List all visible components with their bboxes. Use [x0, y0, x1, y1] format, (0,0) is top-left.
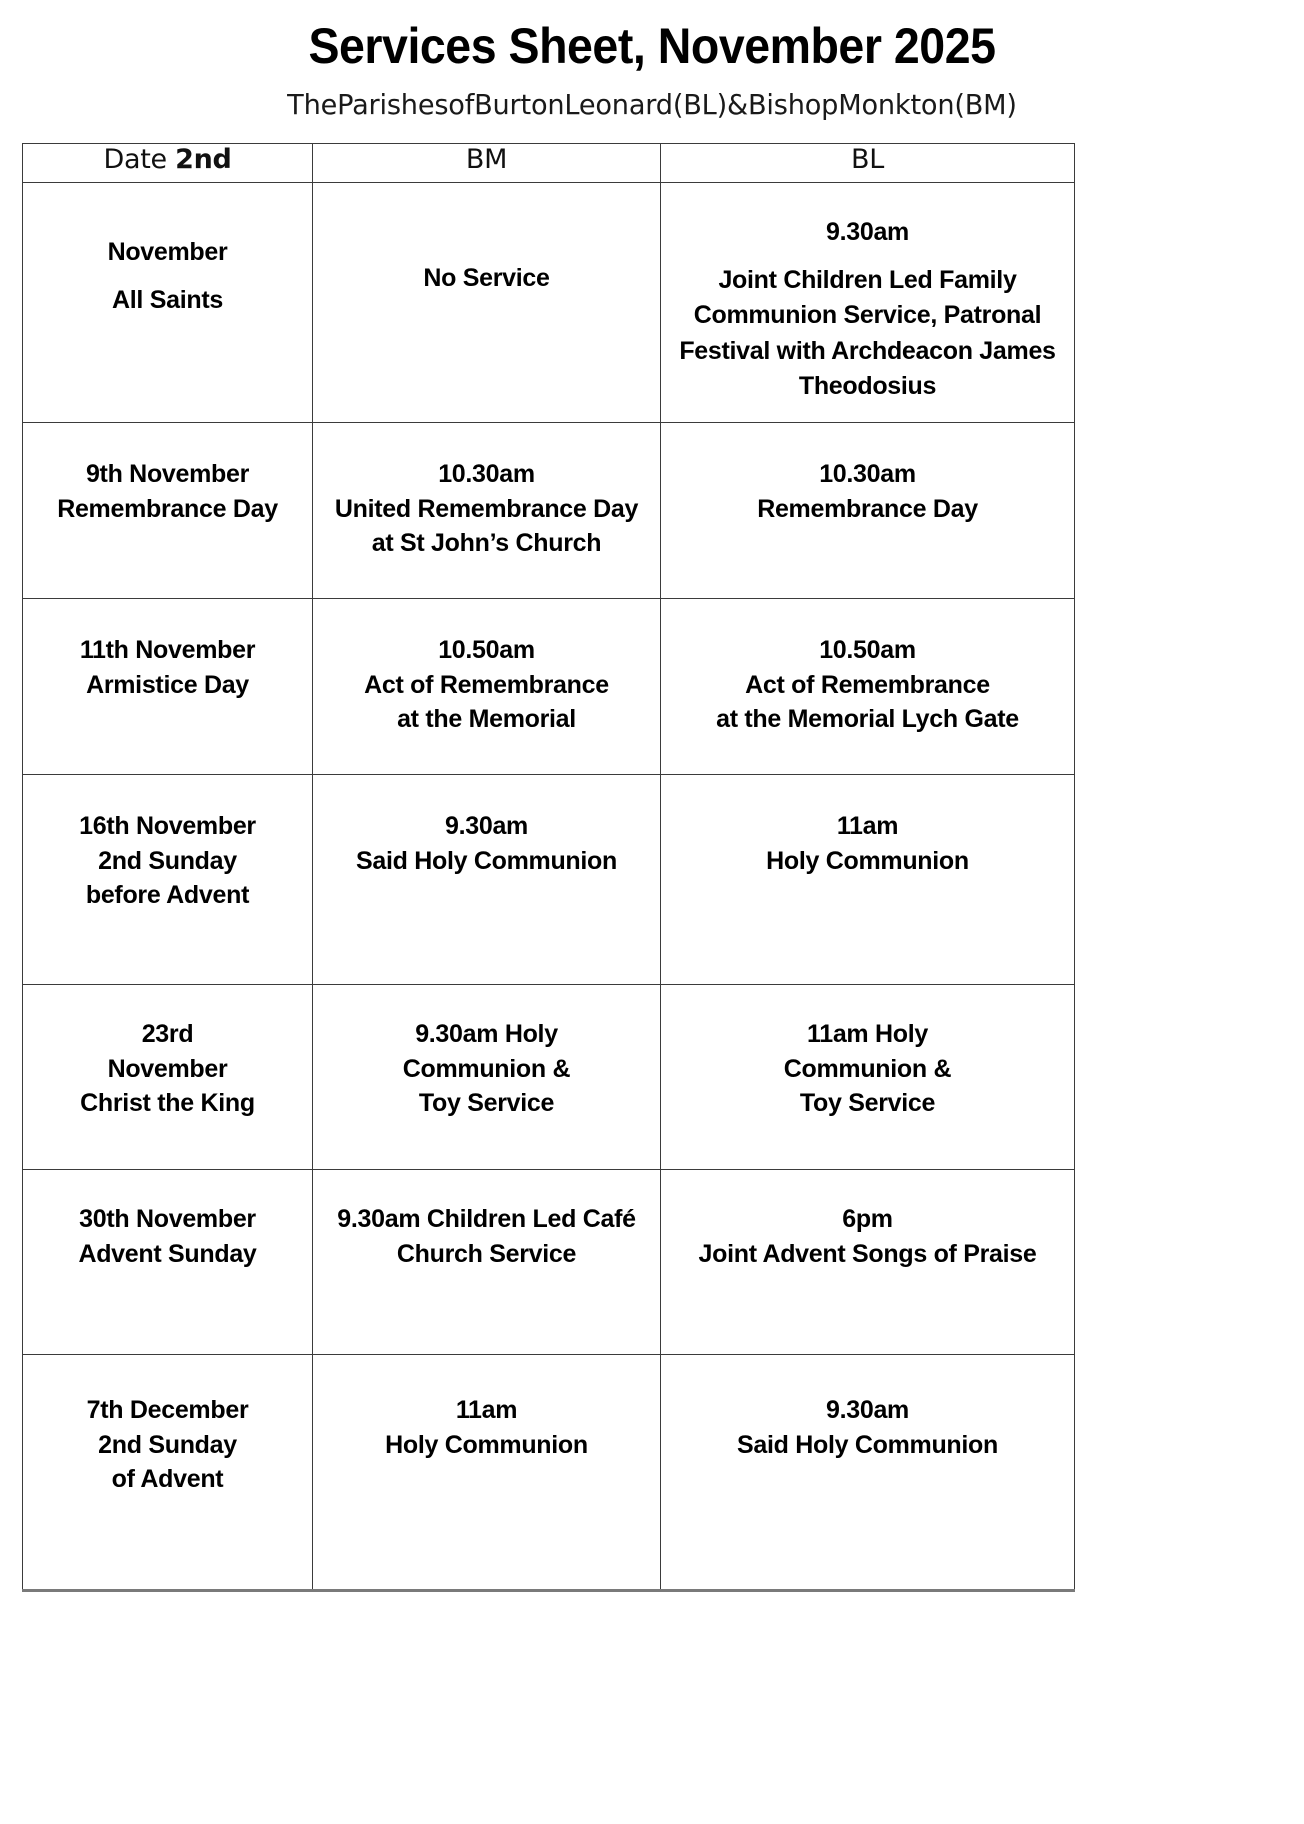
cell-bm [313, 183, 661, 423]
table-row [23, 423, 1075, 599]
cell-bm [313, 985, 661, 1170]
column-header-bl: BL [661, 144, 1075, 183]
table-row [23, 1170, 1075, 1355]
cell-date [23, 183, 313, 423]
cell-bl [661, 1170, 1075, 1355]
date-line: of Advent [111, 1465, 224, 1493]
date-line: 2nd Sunday [98, 1430, 237, 1459]
cell-date [23, 423, 313, 599]
date-line: 23rd [141, 1020, 194, 1048]
cell-bm [313, 599, 661, 775]
table-header [23, 144, 1075, 183]
date-line: 2nd Sunday [98, 846, 237, 875]
service-line: No Service [423, 264, 550, 292]
cell-date [23, 1355, 313, 1591]
service-line: Communion Service, Patronal [693, 301, 1042, 329]
service-line: 10.30am [438, 460, 535, 488]
date-line: Advent Sunday [78, 1239, 257, 1268]
cell-bl [661, 599, 1075, 775]
service-line: 10.50am [819, 636, 916, 664]
date-line: Armistice Day [86, 670, 249, 699]
header-date-text: Date [103, 144, 167, 175]
cell-bm [313, 775, 661, 985]
service-line: 11am [455, 1396, 518, 1424]
service-line: Joint Advent Songs of Praise [698, 1239, 1037, 1268]
date-line: All Saints [112, 285, 223, 314]
cell-bl [661, 985, 1075, 1170]
service-line: 9.30am [445, 812, 528, 840]
service-line: 11am Holy [807, 1020, 928, 1048]
service-line: Communion & [783, 1054, 952, 1083]
service-line: at St John’s Church [371, 529, 602, 557]
cell-bl [661, 1355, 1075, 1591]
table-body [23, 183, 1075, 1591]
header-date-number: 2nd [175, 144, 232, 175]
table-row [23, 1355, 1075, 1591]
service-line: Said Holy Communion [737, 1430, 998, 1459]
service-line: 6pm [842, 1205, 893, 1233]
service-line: at the Memorial Lych Gate [716, 705, 1019, 733]
service-line: Act of Remembrance [745, 670, 990, 699]
date-line: November [107, 238, 228, 266]
service-line: 9.30am [826, 218, 909, 246]
date-line: 30th November [79, 1205, 256, 1233]
service-line: 9.30am Holy [415, 1020, 558, 1048]
service-line: Joint Children Led Family [718, 265, 1017, 294]
service-line: Holy Communion [766, 846, 969, 875]
date-line: Christ the King [80, 1089, 255, 1117]
service-line: Theodosius [798, 372, 937, 400]
service-line: United Remembrance Day [334, 494, 639, 523]
table-row [23, 183, 1075, 423]
service-line: 10.50am [438, 636, 535, 664]
column-header-date [23, 144, 313, 183]
date-line: 16th November [79, 812, 256, 840]
cell-bm [313, 1170, 661, 1355]
cell-date [23, 1170, 313, 1355]
service-line: 9.30am [826, 1396, 909, 1424]
service-line: Remembrance Day [757, 494, 978, 523]
cell-bl [661, 183, 1075, 423]
date-line: Remembrance Day [57, 494, 278, 523]
date-line: 11th November [79, 636, 256, 664]
services-table [22, 143, 1075, 1592]
service-line: Communion & [402, 1054, 571, 1083]
cell-bl [661, 423, 1075, 599]
service-line: 10.30am [819, 460, 916, 488]
date-line: before Advent [85, 881, 250, 909]
header-row [23, 144, 1075, 183]
page-title: Services Sheet, November 2025 [308, 18, 996, 74]
cell-bm [313, 423, 661, 599]
service-line: at the Memorial [397, 705, 576, 733]
service-line: Said Holy Communion [356, 846, 617, 875]
page-subtitle: TheParishesofBurtonLeonard(BL)&BishopMonkton(BM) [287, 88, 1017, 121]
cell-date [23, 775, 313, 985]
cell-date [23, 599, 313, 775]
date-line: 9th November [85, 460, 250, 488]
date-line: 7th December [86, 1396, 249, 1424]
table-row [23, 775, 1075, 985]
table-row [23, 599, 1075, 775]
cell-bl [661, 775, 1075, 985]
service-line: Act of Remembrance [364, 670, 609, 699]
service-line: Toy Service [799, 1089, 936, 1117]
date-line: November [107, 1054, 228, 1083]
service-line: 11am [836, 812, 899, 840]
service-line: Holy Communion [385, 1430, 588, 1459]
service-line: 9.30am Children Led Café [337, 1205, 636, 1233]
service-line: Church Service [396, 1239, 577, 1268]
cell-bm [313, 1355, 661, 1591]
column-header-bm: BM [313, 144, 661, 183]
service-line: Toy Service [418, 1089, 555, 1117]
cell-date [23, 985, 313, 1170]
table-row [23, 985, 1075, 1170]
service-line: Festival with Archdeacon James [679, 336, 1056, 365]
